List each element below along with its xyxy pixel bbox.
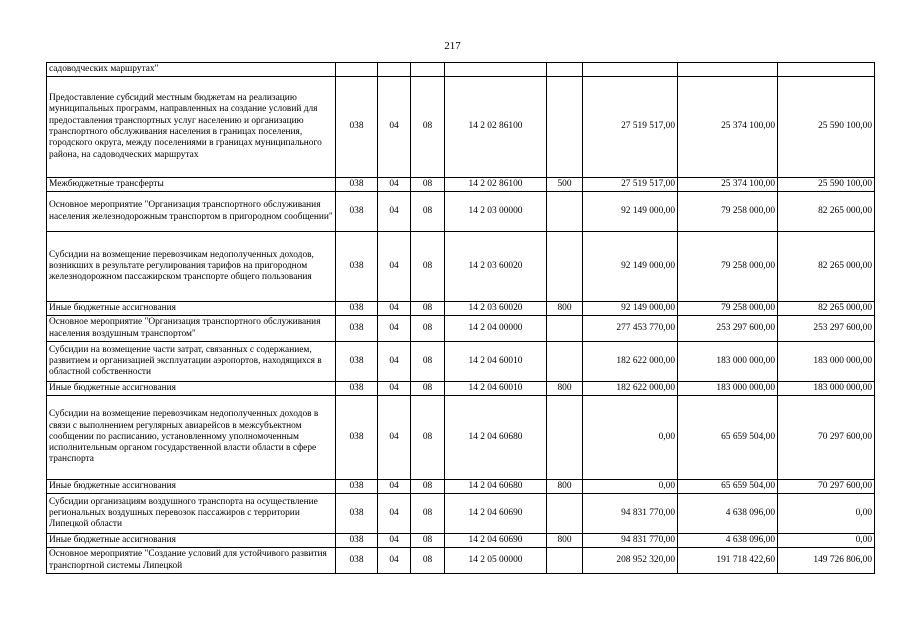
amount-year-2: 183 000 000,00 (678, 382, 778, 396)
row-name: Основное мероприятие "Создание условий для устойчивого развития транспортной системы Липецкой (47, 548, 336, 574)
target-article: 14 2 05 00000 (445, 548, 547, 574)
section-code: 04 (378, 77, 411, 178)
target-article: 14 2 02 86100 (445, 77, 547, 178)
section-code: 04 (378, 494, 411, 534)
table-row (47, 342, 875, 382)
amount-year-1: 92 149 000,00 (583, 232, 678, 302)
amount-year-3: 0,00 (778, 494, 875, 534)
expense-type: 800 (547, 382, 583, 396)
row-name: Иные бюджетные ассигнования (47, 382, 336, 396)
amount-year-2 (678, 63, 778, 77)
amount-year-3: 25 590 100,00 (778, 77, 875, 178)
expense-type (547, 396, 583, 480)
ministry-code: 038 (336, 534, 378, 548)
target-article (445, 63, 547, 77)
amount-year-3: 70 297 600,00 (778, 396, 875, 480)
subsection-code: 08 (411, 396, 445, 480)
ministry-code: 038 (336, 480, 378, 494)
subsection-code: 08 (411, 178, 445, 192)
subsection-code: 08 (411, 494, 445, 534)
ministry-code: 038 (336, 232, 378, 302)
subsection-code: 08 (411, 302, 445, 316)
subsection-code: 08 (411, 316, 445, 342)
target-article: 14 2 03 60020 (445, 302, 547, 316)
amount-year-1: 92 149 000,00 (583, 192, 678, 232)
target-article: 14 2 04 00000 (445, 316, 547, 342)
amount-year-3: 253 297 600,00 (778, 316, 875, 342)
section-code (378, 63, 411, 77)
target-article: 14 2 02 86100 (445, 178, 547, 192)
page-number: 217 (444, 40, 461, 52)
section-code: 04 (378, 548, 411, 574)
expense-type (547, 77, 583, 178)
table-row (47, 382, 875, 396)
ministry-code: 038 (336, 316, 378, 342)
row-name: Основное мероприятие "Организация транспортного обслуживания населения железнодорожным транспортом в пригородном сообщении" (47, 192, 336, 232)
expense-type: 500 (547, 178, 583, 192)
table-row (47, 396, 875, 480)
table-row (47, 63, 875, 77)
amount-year-1: 0,00 (583, 480, 678, 494)
expense-type: 800 (547, 480, 583, 494)
amount-year-1: 27 519 517,00 (583, 77, 678, 178)
subsection-code: 08 (411, 382, 445, 396)
amount-year-3: 82 265 000,00 (778, 302, 875, 316)
amount-year-2: 79 258 000,00 (678, 192, 778, 232)
ministry-code: 038 (336, 192, 378, 232)
table-row (47, 232, 875, 302)
amount-year-3: 0,00 (778, 534, 875, 548)
row-name: Межбюджетные трансферты (47, 178, 336, 192)
ministry-code: 038 (336, 178, 378, 192)
table-row (47, 302, 875, 316)
target-article: 14 2 04 60680 (445, 396, 547, 480)
table-row (47, 480, 875, 494)
amount-year-2: 4 638 096,00 (678, 494, 778, 534)
row-name: Предоставление субсидий местным бюджетам на реализацию муниципальных программ, направленных на создание условий для предоставления транспортных услуг населению и организацию транспортного обслуживания населения в границах поселения, городского округа, между поселениями в границах муниципального района, на садоводческих маршрутах (47, 77, 336, 178)
section-code: 04 (378, 342, 411, 382)
amount-year-3: 183 000 000,00 (778, 382, 875, 396)
amount-year-3: 183 000 000,00 (778, 342, 875, 382)
subsection-code: 08 (411, 232, 445, 302)
budget-table (46, 62, 875, 574)
target-article: 14 2 04 60690 (445, 534, 547, 548)
expense-type (547, 316, 583, 342)
amount-year-1: 92 149 000,00 (583, 302, 678, 316)
expense-type: 800 (547, 534, 583, 548)
table-row (47, 192, 875, 232)
subsection-code: 08 (411, 77, 445, 178)
row-name: Иные бюджетные ассигнования (47, 302, 336, 316)
target-article: 14 2 03 60020 (445, 232, 547, 302)
row-name: садоводческих маршрутах" (47, 63, 336, 77)
target-article: 14 2 04 60680 (445, 480, 547, 494)
row-name: Субсидии на возмещение перевозчикам недополученных доходов в связи с выполнением регулярных авиарейсов в межсубъектном сообщении по расписанию, установленному уполномоченным исполнительным органом государственной власти области в сфере транспорта (47, 396, 336, 480)
ministry-code: 038 (336, 494, 378, 534)
table-body (47, 63, 875, 574)
section-code: 04 (378, 396, 411, 480)
amount-year-3: 70 297 600,00 (778, 480, 875, 494)
table-row (47, 77, 875, 178)
amount-year-2: 79 258 000,00 (678, 302, 778, 316)
amount-year-1: 182 622 000,00 (583, 342, 678, 382)
row-name: Иные бюджетные ассигнования (47, 480, 336, 494)
table-row (47, 548, 875, 574)
expense-type: 800 (547, 302, 583, 316)
section-code: 04 (378, 382, 411, 396)
subsection-code: 08 (411, 192, 445, 232)
expense-type (547, 232, 583, 302)
amount-year-2: 183 000 000,00 (678, 342, 778, 382)
ministry-code: 038 (336, 302, 378, 316)
subsection-code: 08 (411, 480, 445, 494)
amount-year-3: 82 265 000,00 (778, 232, 875, 302)
ministry-code (336, 63, 378, 77)
subsection-code: 08 (411, 342, 445, 382)
ministry-code: 038 (336, 396, 378, 480)
section-code: 04 (378, 316, 411, 342)
expense-type (547, 548, 583, 574)
amount-year-1: 277 453 770,00 (583, 316, 678, 342)
expense-type (547, 494, 583, 534)
target-article: 14 2 04 60690 (445, 494, 547, 534)
amount-year-3: 82 265 000,00 (778, 192, 875, 232)
amount-year-1: 208 952 320,00 (583, 548, 678, 574)
row-name: Иные бюджетные ассигнования (47, 534, 336, 548)
subsection-code: 08 (411, 534, 445, 548)
amount-year-2: 79 258 000,00 (678, 232, 778, 302)
ministry-code: 038 (336, 342, 378, 382)
amount-year-2: 65 659 504,00 (678, 480, 778, 494)
ministry-code: 038 (336, 77, 378, 178)
section-code: 04 (378, 232, 411, 302)
target-article: 14 2 04 60010 (445, 382, 547, 396)
amount-year-2: 191 718 422,60 (678, 548, 778, 574)
row-name: Основное мероприятие "Организация транспортного обслуживания населения воздушным транспортом" (47, 316, 336, 342)
amount-year-1: 0,00 (583, 396, 678, 480)
amount-year-2: 253 297 600,00 (678, 316, 778, 342)
table-row (47, 178, 875, 192)
amount-year-1: 94 831 770,00 (583, 494, 678, 534)
ministry-code: 038 (336, 548, 378, 574)
expense-type (547, 63, 583, 77)
ministry-code: 038 (336, 382, 378, 396)
row-name: Субсидии организациям воздушного транспорта на осуществление региональных воздушных перевозок пассажиров с территории Липецкой области (47, 494, 336, 534)
row-name: Субсидии на возмещение части затрат, связанных с содержанием, развитием и организацией эксплуатации аэропортов, находящихся в областной собственности (47, 342, 336, 382)
amount-year-2: 4 638 096,00 (678, 534, 778, 548)
table-row (47, 534, 875, 548)
table-row (47, 494, 875, 534)
expense-type (547, 192, 583, 232)
amount-year-1: 27 519 517,00 (583, 178, 678, 192)
amount-year-1: 182 622 000,00 (583, 382, 678, 396)
amount-year-1 (583, 63, 678, 77)
expense-type (547, 342, 583, 382)
target-article: 14 2 04 60010 (445, 342, 547, 382)
table-row (47, 316, 875, 342)
amount-year-3 (778, 63, 875, 77)
section-code: 04 (378, 534, 411, 548)
amount-year-1: 94 831 770,00 (583, 534, 678, 548)
amount-year-2: 65 659 504,00 (678, 396, 778, 480)
section-code: 04 (378, 480, 411, 494)
subsection-code: 08 (411, 548, 445, 574)
section-code: 04 (378, 178, 411, 192)
amount-year-3: 25 590 100,00 (778, 178, 875, 192)
subsection-code (411, 63, 445, 77)
section-code: 04 (378, 302, 411, 316)
amount-year-3: 149 726 806,00 (778, 548, 875, 574)
section-code: 04 (378, 192, 411, 232)
amount-year-2: 25 374 100,00 (678, 178, 778, 192)
target-article: 14 2 03 00000 (445, 192, 547, 232)
amount-year-2: 25 374 100,00 (678, 77, 778, 178)
row-name: Субсидии на возмещение перевозчикам недополученных доходов, возникших в результате регулирования тарифов на пригородном железнодорожном пассажирском транспорте общего пользования (47, 232, 336, 302)
